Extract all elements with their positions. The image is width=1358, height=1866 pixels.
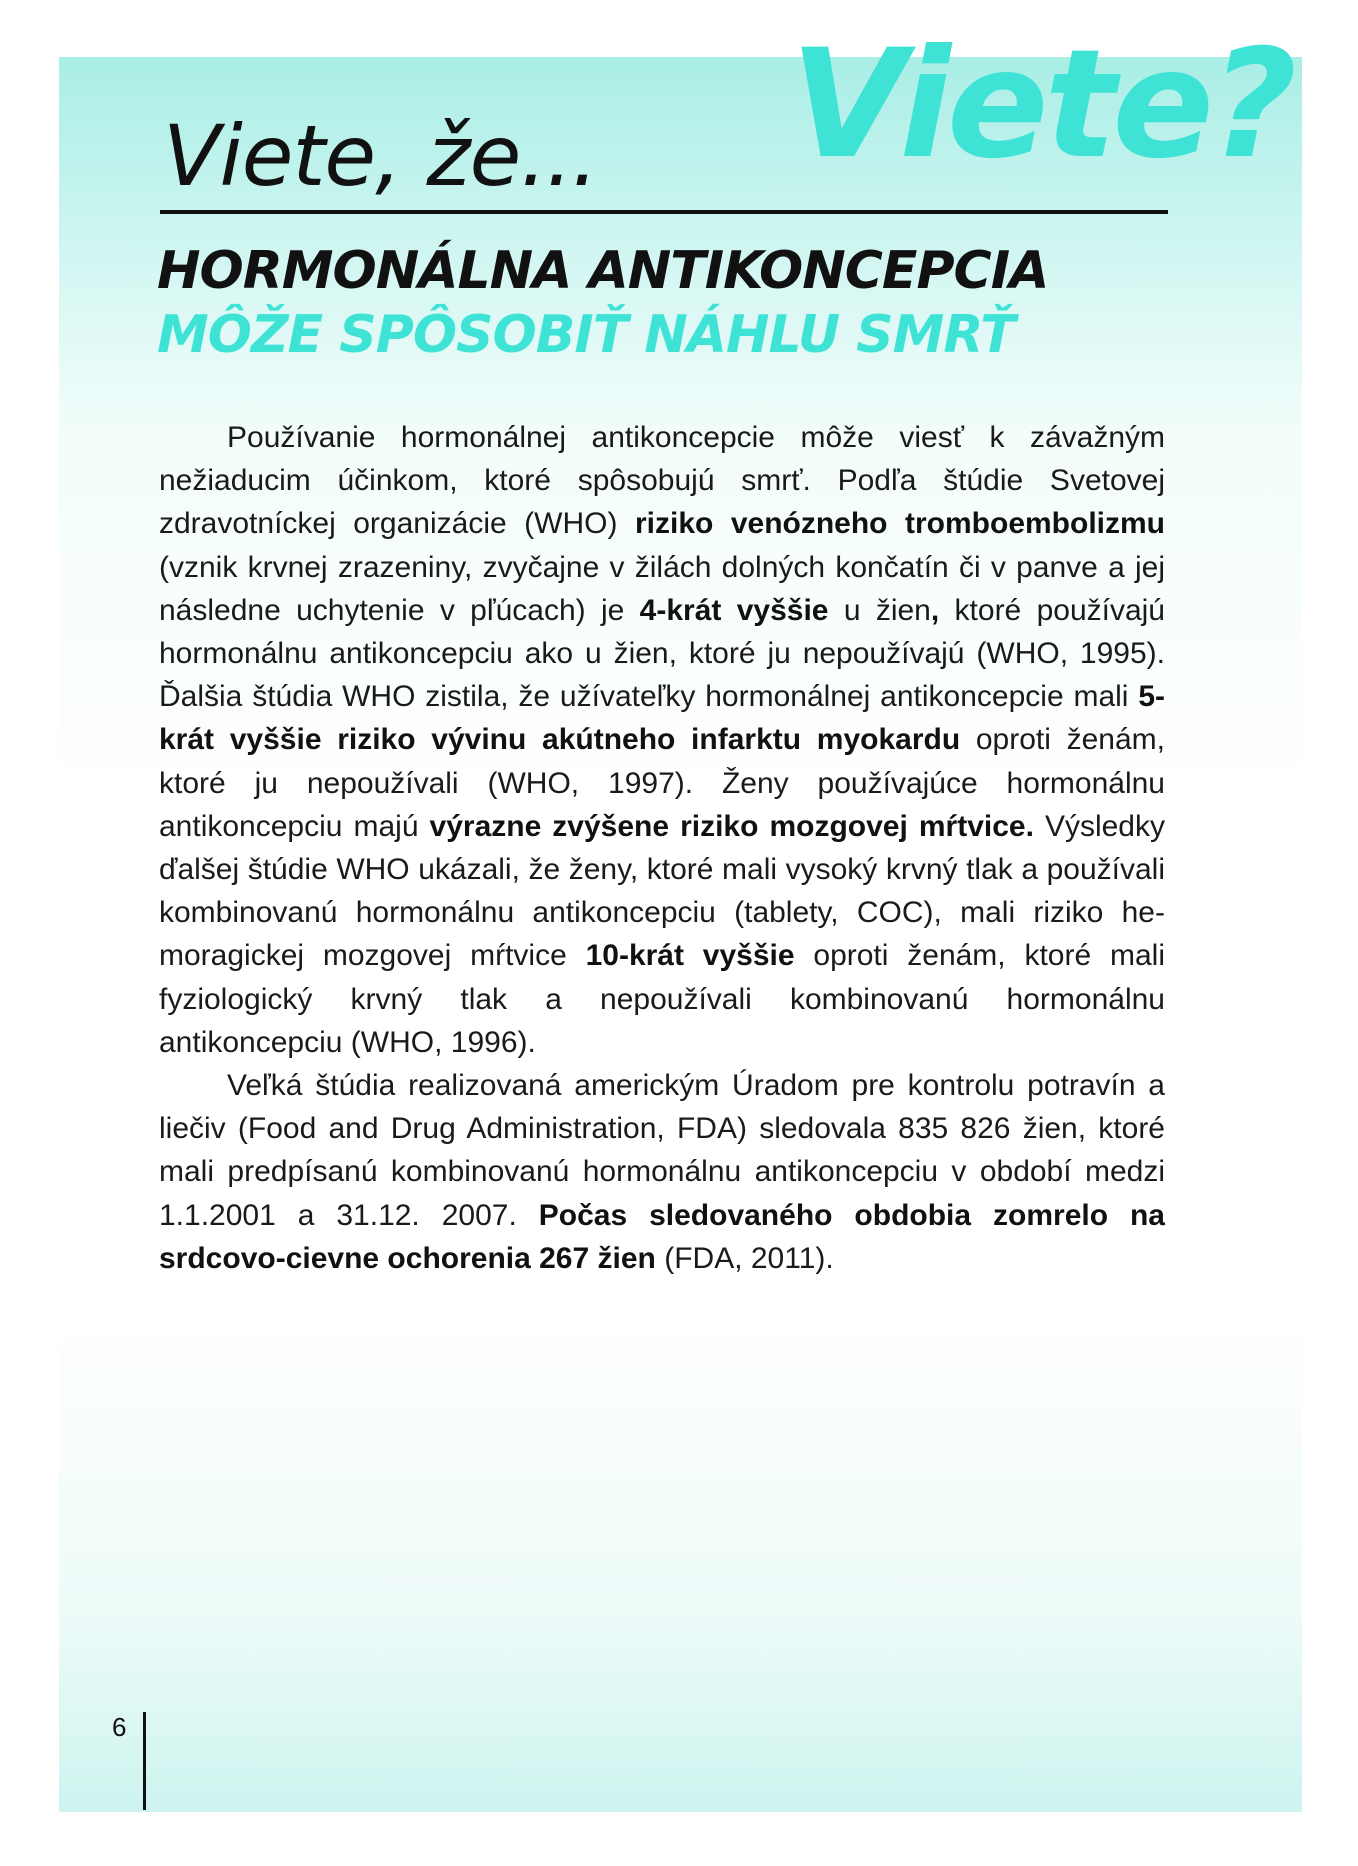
bold-text: Počas sledovaného obdobia zomrelo na srdcovo-cievne ochorenia 267 žien — [159, 1198, 1165, 1275]
page-number-divider — [143, 1712, 146, 1810]
bold-text: 4-krát vyššie — [639, 593, 829, 627]
text-run: oproti ženám, ktoré ju nepoužívali (WHO, 1997). Ženy používajúce hormonálnu antikoncepciu majú — [159, 723, 1165, 843]
text-run: u žien — [828, 593, 931, 627]
bold-text: , — [930, 593, 940, 627]
text-run: Veľká štúdia realizovaná americkým Úradom pre kontrolu potravín a liečiv (Food and Drug Administration, FDA) sledovala 835 826 žien, ktoré mali predpísanú kombinovanú hormonálnu antikoncepciu v období medzi 1.1.2001 a 31.12. 2007. — [159, 1069, 1165, 1232]
title-divider — [160, 210, 1168, 214]
bold-text: 10-krát vyššie — [585, 939, 795, 973]
article-body — [159, 416, 1165, 1280]
page-number: 6 — [112, 1712, 127, 1742]
text-run: ktoré používajú hormonálnu antikoncepciu ako u žien, ktoré ju nepoužívajú (WHO, 1995). Ďalšia štúdia WHO zistila, že užívateľky hormonálnej antikoncepcie mali — [159, 593, 1165, 714]
bold-text: riziko venózneho tromboembolizmu — [634, 507, 1165, 541]
text-run: (vznik krvnej zrazeniny, zvyčajne v žilách dolných končatín či v panve a jej následne uchytenie v pľúcach) je — [159, 550, 1165, 627]
article-paragraph — [159, 416, 1165, 1064]
text-run: oproti ženám, ktoré mali fyziologický krvný tlak a nepoužívali kombinovanú hormonálnu antikoncepciu (WHO, 1996). — [159, 939, 1165, 1059]
header-title: Viete, že... — [163, 107, 598, 205]
subheadline: MÔŽE SPÔSOBIŤ NÁHLU SMRŤ — [157, 305, 1015, 365]
bold-text: 5-krát vyššie riziko vývinu akútneho infarktu myokardu — [159, 680, 1165, 757]
text-run: Výsledky ďalšej štúdie WHO ukázali, že ženy, ktoré mali vysoký krvný tlak a používali kombinovanú hormonálnu antikoncepciu (tablety, COC), mali riziko hemoragickej mozgovej mŕtvice — [159, 809, 1165, 973]
text-run: Používanie hormonálnej antikoncepcie môže viesť k závažným nežiaducim účinkom, ktoré spôsobujú smrť. Podľa štúdie Svetovej zdravotníckej organizácie (WHO) — [159, 421, 1165, 541]
article-paragraph — [159, 1064, 1165, 1280]
text-run: (FDA, 2011). — [655, 1241, 834, 1275]
bold-text: výrazne zvýšene riziko mozgovej mŕtvice. — [429, 809, 1034, 843]
header-large-title: Viete? — [790, 18, 1294, 192]
headline: HORMONÁLNA ANTIKONCEPCIA — [157, 241, 1049, 301]
